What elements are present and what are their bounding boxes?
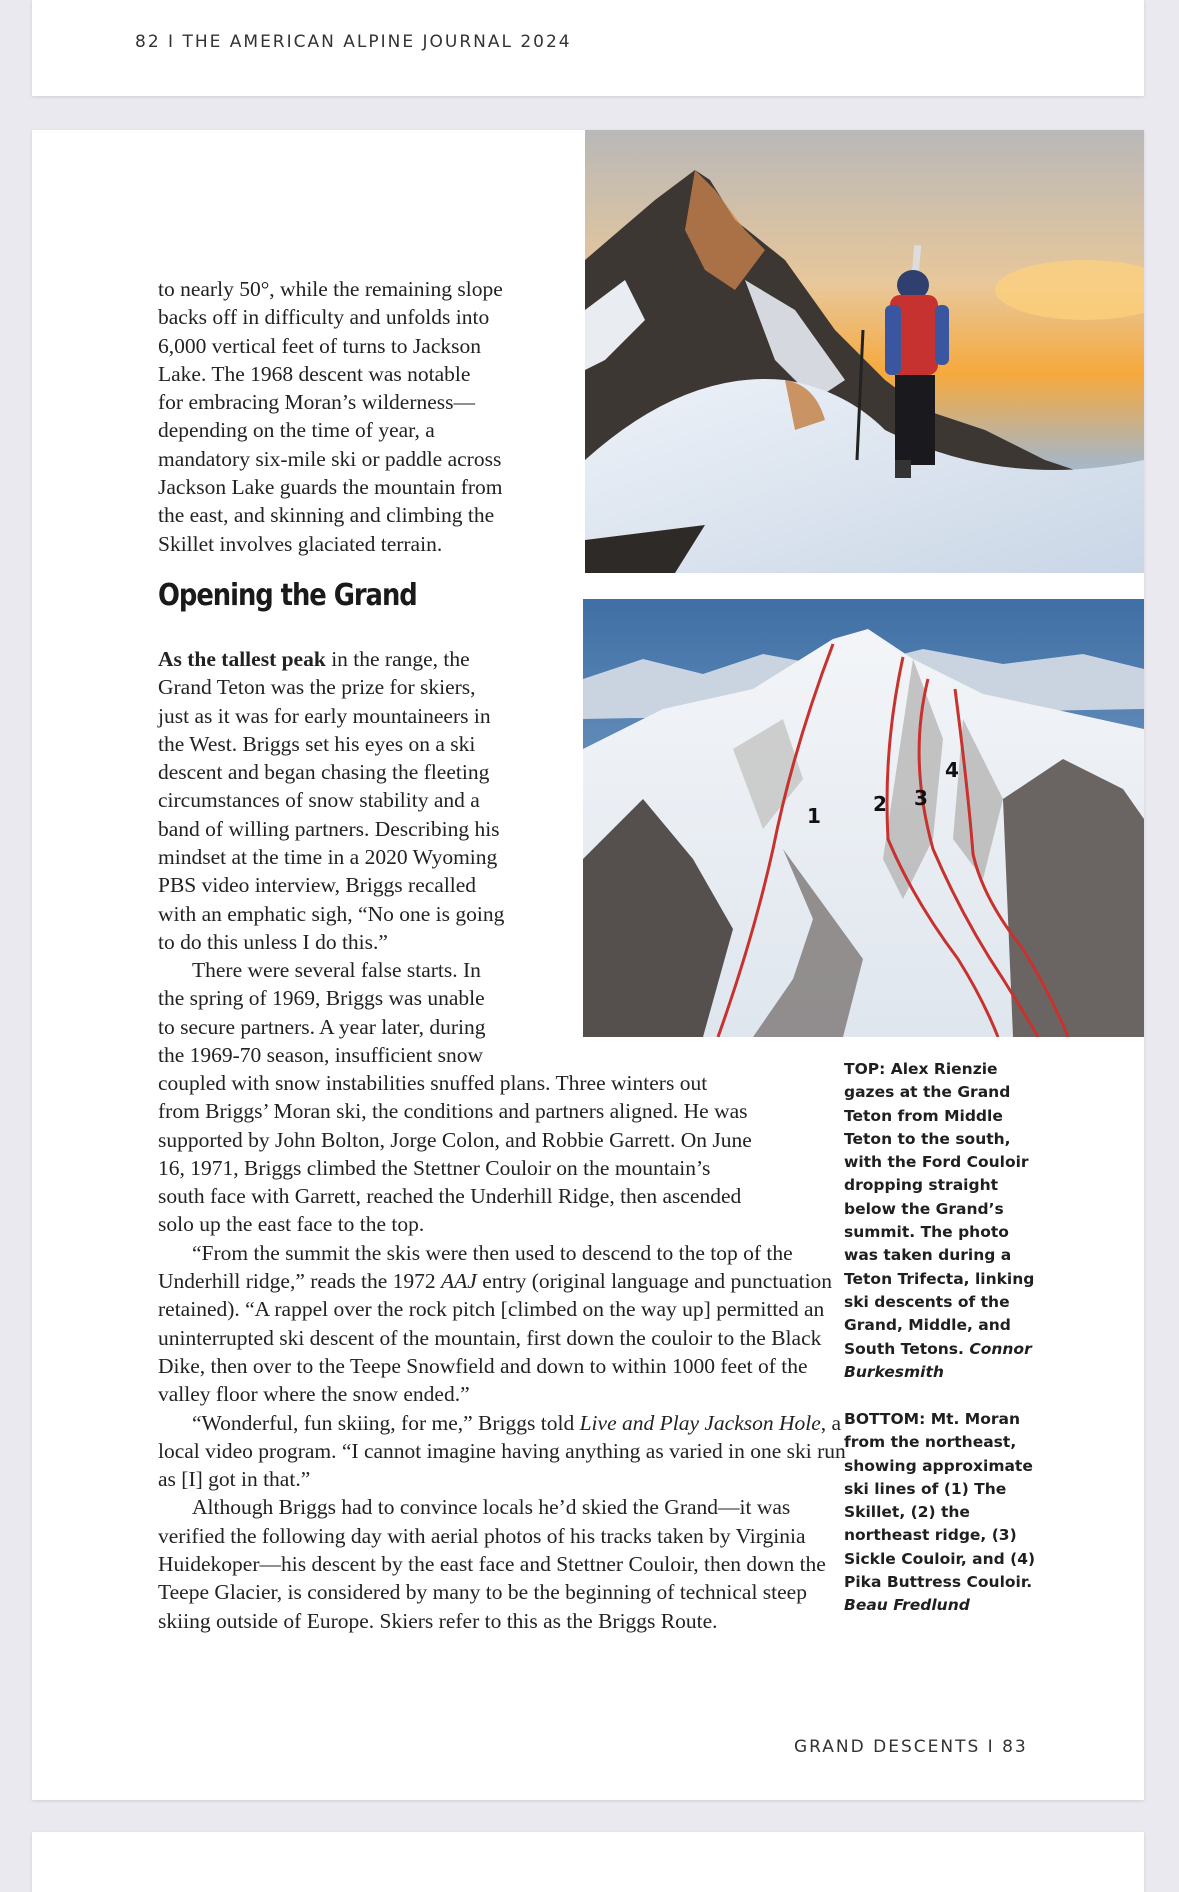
text-line: Skillet involves glaciated terrain. — [158, 531, 443, 556]
paragraph-5 — [158, 1409, 848, 1494]
journal-title: AAJ — [441, 1269, 477, 1294]
text-line: PBS video interview, Briggs recalled — [158, 873, 477, 898]
text-line: the east, and skinning and climbing the — [158, 503, 495, 528]
text-line: 16, 1971, Briggs climbed the Stettner Couloir on the mountain’s — [158, 1155, 711, 1180]
text-line: the spring of 1969, Briggs was unable — [158, 986, 485, 1011]
text-line — [158, 645, 568, 673]
text-line: band of willing partners. Describing his — [158, 816, 500, 841]
text-line: the 1969-70 season, insufficient snow — [158, 1042, 484, 1067]
paragraph-4 — [158, 1239, 848, 1409]
text-line: to nearly 50°, while the remaining slope — [158, 277, 503, 301]
text-line: mindset at the time in a 2020 Wyoming — [158, 845, 498, 870]
route-label-4: 4 — [945, 758, 959, 782]
paragraph-2 — [158, 645, 568, 956]
skier-sunset-image — [585, 130, 1144, 573]
caption-bottom — [844, 1408, 1044, 1618]
text-line: circumstances of snow stability and a — [158, 788, 480, 813]
caption-top — [844, 1058, 1044, 1384]
text-line: for embracing Moran’s wilderness— — [158, 390, 476, 415]
text-line: coupled with snow instabilities snuffed plans. Three winters out — [158, 1071, 708, 1095]
previous-page-strip — [32, 0, 1144, 96]
text-span: in the range, the — [325, 647, 470, 671]
text-span: entry (original language and punctuation retained). “A rappel over the rock pitch [climbed on the way up] permitted an uninterrupted ski descent of the mountain, first down the couloir to the Black Dike, then over to the Teepe Snowfield and down to within 1000 feet of the valley floor where the snow ended.” — [158, 1269, 833, 1407]
text-line: There were several false starts. In — [192, 958, 481, 982]
text-line: Lake. The 1968 descent was notable — [158, 361, 471, 386]
running-head: 82 I THE AMERICAN ALPINE JOURNAL 2024 — [135, 32, 572, 52]
photo-credit: Connor Burkesmith — [844, 1339, 1032, 1381]
photo-credit: Beau Fredlund — [844, 1596, 970, 1615]
article-page — [32, 130, 1144, 1800]
text-line: just as it was for early mountaineers in — [158, 703, 491, 728]
caption-text: TOP: Alex Rienzie gazes at the Grand Teton from Middle Teton to the south, with the Ford Couloir dropping straight below the Grand’s summit. The photo was taken during a Teton Trifecta, linking ski descents of the Grand, Middle, and South Tetons. — [844, 1060, 1035, 1358]
paragraph-6: Although Briggs had to convince locals he’d skied the Grand—it was verified the following day with aerial photos of his tracks taken by Virginia Huidekoper—his descent by the east face and Stettner Couloir, then down the Teepe Glacier, is considered by many to be the beginning of technical steep skiing outside of Europe. Skiers refer to this as the Briggs Route. — [158, 1495, 826, 1633]
text-line: Jackson Lake guards the mountain from — [158, 475, 503, 500]
text-line: with an emphatic sigh, “No one is going — [158, 901, 505, 926]
route-label-3: 3 — [914, 786, 928, 810]
mt-moran-image — [583, 599, 1144, 1037]
text-span: “Wonderful, fun skiing, for me,” Briggs told — [192, 1410, 580, 1435]
paragraph-1 — [158, 275, 568, 558]
text-span: , a local video program. “I cannot imagine having anything as varied in one ski run as [I] got in that.” — [158, 1410, 846, 1492]
text-line: 6,000 vertical feet of turns to Jackson — [158, 333, 482, 358]
text-line: to do this unless I do this.” — [158, 929, 388, 954]
text-line: Grand Teton was the prize for skiers, — [158, 675, 476, 700]
paragraph-3-narrow — [158, 956, 568, 1069]
text-span: “From the summit the skis were then used to descend to the top of the Underhill ridge,” reads the 1972 — [158, 1240, 793, 1294]
lead-in: As the tallest peak — [158, 647, 326, 671]
text-line: depending on the time of year, a — [158, 418, 435, 443]
text-line: the West. Briggs set his eyes on a ski — [158, 731, 476, 756]
text-line: mandatory six-mile ski or paddle across — [158, 446, 502, 471]
next-page-strip — [32, 1832, 1144, 1892]
route-label-2: 2 — [873, 792, 887, 816]
text-line: to secure partners. A year later, during — [158, 1014, 486, 1039]
route-label-1: 1 — [807, 804, 821, 828]
text-line: from Briggs’ Moran ski, the conditions and partners aligned. He was — [158, 1099, 748, 1124]
text-line: supported by John Bolton, Jorge Colon, and Robbie Garrett. On June — [158, 1127, 752, 1152]
photo-top — [585, 130, 1144, 573]
running-foot: GRAND DESCENTS I 83 — [794, 1737, 1028, 1757]
wide-column-text — [158, 1069, 848, 1635]
text-line: descent and began chasing the fleeting — [158, 760, 490, 785]
text-line: backs off in difficulty and unfolds into — [158, 305, 490, 330]
photo-bottom — [583, 599, 1144, 1037]
caption-text: BOTTOM: Mt. Moran from the northeast, showing approximate ski lines of (1) The Skillet, (2) the northeast ridge, (3) Sickle Couloir, and (4) Pika Buttress Couloir. — [844, 1410, 1036, 1592]
program-title: Live and Play Jackson Hole — [579, 1410, 821, 1435]
section-subhead: Opening the Grand — [158, 578, 417, 613]
text-line: south face with Garrett, reached the Underhill Ridge, then ascended — [158, 1184, 742, 1209]
text-line: solo up the east face to the top. — [158, 1212, 425, 1237]
